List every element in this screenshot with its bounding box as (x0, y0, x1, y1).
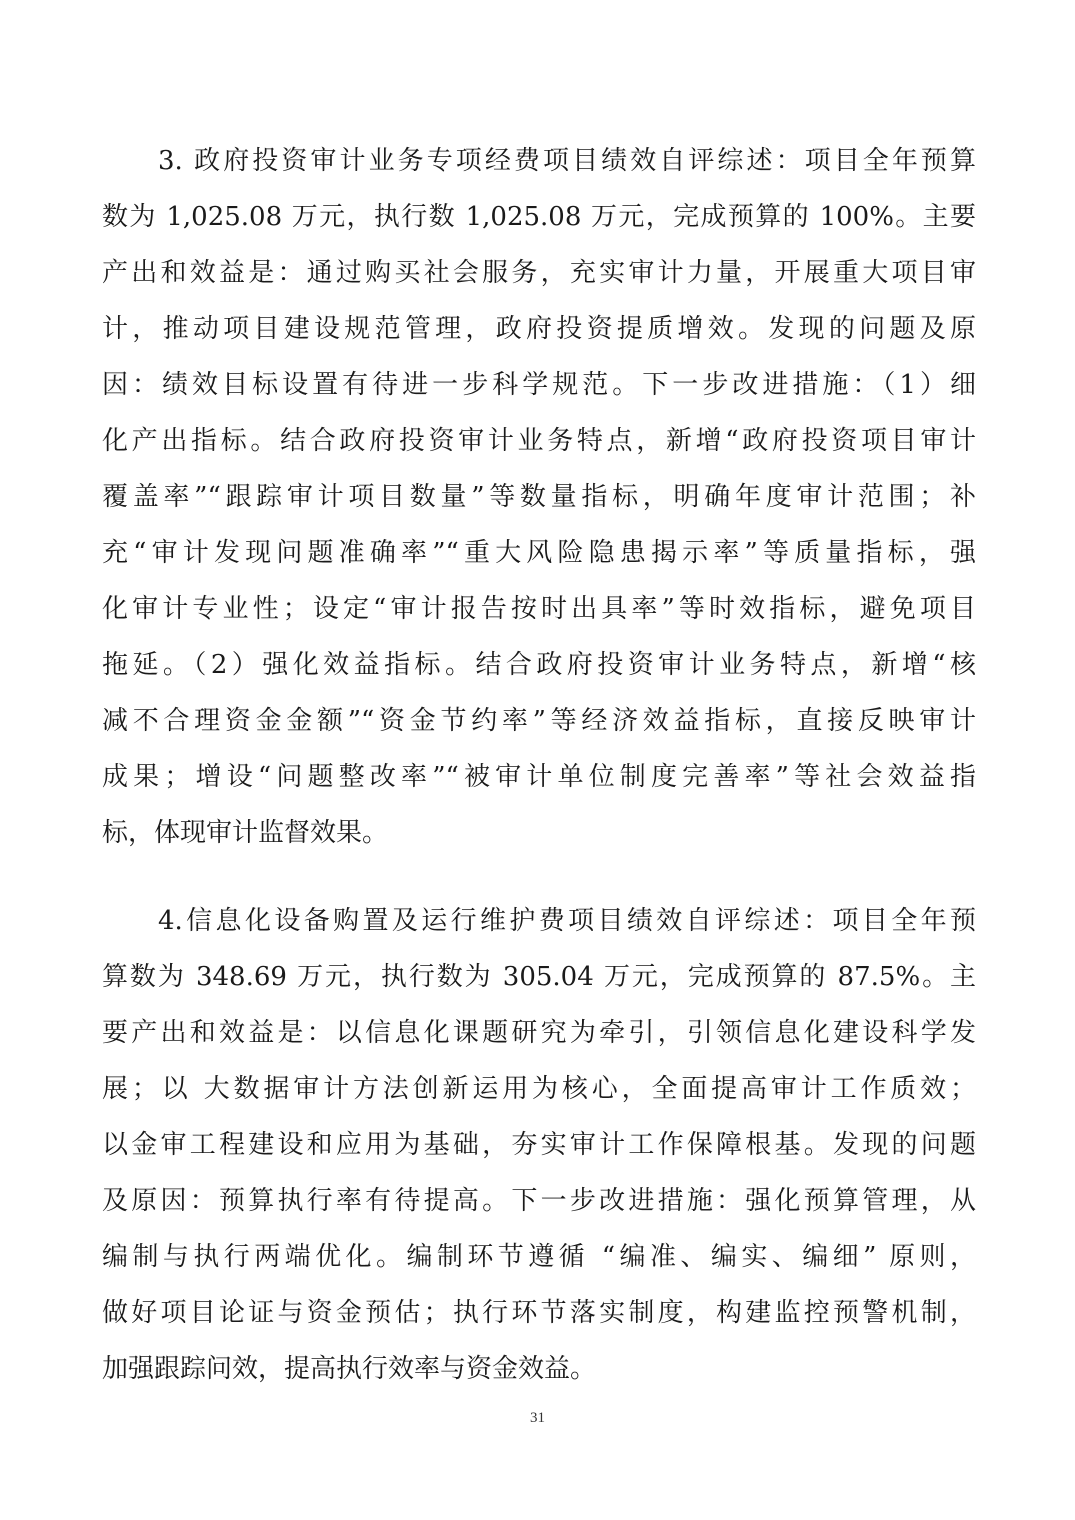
paragraph-line: 以金审工程建设和应用为基础，夯实审计工作保障根基。发现的问题 (102, 1130, 976, 1160)
paragraph-line: 化审计专业性；设定“审计报告按时出具率”等时效指标，避免项目 (102, 594, 976, 624)
paragraph-line: 做好项目论证与资金预估；执行环节落实制度，构建监控预警机制， (102, 1298, 976, 1328)
paragraph-line: 3. 政府投资审计业务专项经费项目绩效自评综述：项目全年预算 (158, 146, 976, 176)
paragraph-line: 编制与执行两端优化。编制环节遵循 “编准、编实、编细” 原则， (102, 1242, 976, 1272)
paragraph-line: 化产出指标。结合政府投资审计业务特点，新增“政府投资项目审计 (102, 426, 976, 456)
paragraph-line: 算数为 348.69 万元，执行数为 305.04 万元，完成预算的 87.5%。主 (102, 962, 976, 992)
paragraph-line: 要产出和效益是：以信息化课题研究为牵引，引领信息化建设科学发 (102, 1018, 976, 1048)
paragraph-line: 及原因：预算执行率有待提高。下一步改进措施：强化预算管理，从 (102, 1186, 976, 1216)
paragraph-line: 拖延。（2）强化效益指标。结合政府投资审计业务特点，新增“核 (102, 650, 976, 680)
paragraph-line: 数为 1,025.08 万元，执行数 1,025.08 万元，完成预算的 100%。主要 (102, 202, 976, 232)
paragraph-line: 减不合理资金金额”“资金节约率”等经济效益指标，直接反映审计 (102, 706, 976, 736)
paragraph-line: 产出和效益是：通过购买社会服务，充实审计力量，开展重大项目审 (102, 258, 976, 288)
paragraph-line: 展；以 大数据审计方法创新运用为核心，全面提高审计工作质效； (102, 1074, 976, 1104)
paragraph-line: 成果；增设“问题整改率”“被审计单位制度完善率”等社会效益指 (102, 762, 976, 792)
paragraph-line: 计，推动项目建设规范管理，政府投资提质增效。发现的问题及原 (102, 314, 976, 344)
paragraph-line: 加强跟踪问效，提高执行效率与资金效益。 (102, 1354, 597, 1384)
page-number: 31 (530, 1410, 545, 1426)
paragraph-line: 覆盖率”“跟踪审计项目数量”等数量指标，明确年度审计范围；补 (102, 482, 976, 512)
paragraph-line: 因：绩效目标设置有待进一步科学规范。下一步改进措施：（1）细 (102, 370, 976, 400)
paragraph-line: 4.信息化设备购置及运行维护费项目绩效自评综述：项目全年预 (158, 906, 976, 936)
paragraph-line: 标，体现审计监督效果。 (102, 818, 389, 848)
paragraph-line: 充“审计发现问题准确率”“重大风险隐患揭示率”等质量指标，强 (102, 538, 976, 568)
